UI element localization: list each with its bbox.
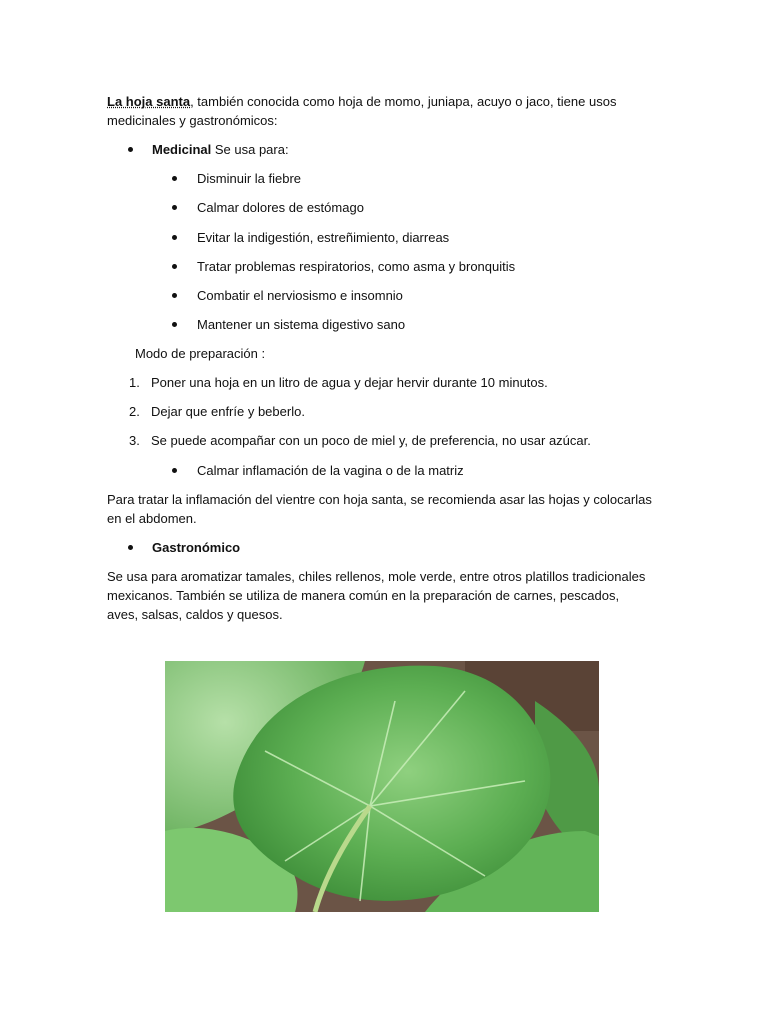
bullet-dot	[172, 205, 177, 210]
use-item-text: Tratar problemas respiratorios, como asma y bronquitis	[197, 259, 516, 274]
gastronomico-heading: Gastronómico	[152, 540, 241, 555]
bullet-dot	[128, 147, 133, 152]
step-number: 1.	[129, 375, 140, 390]
gastronomico-paragraph: Se usa para aromatizar tamales, chiles rellenos, mole verde, entre otros platillos tradicionales mexicanos. También se utiliza de manera común en la preparación de carnes, pescados, aves, salsas, caldos y quesos.	[107, 569, 646, 622]
step-number: 2.	[129, 404, 140, 419]
step-text: Poner una hoja en un litro de agua y dejar hervir durante 10 minutos.	[151, 375, 548, 390]
abdomen-note: Para tratar la inflamación del vientre con hoja santa, se recomienda asar las hojas y colocarlas en el abdomen.	[107, 492, 652, 526]
prep-heading: Modo de preparación :	[135, 346, 266, 361]
bullet-dot	[172, 322, 177, 327]
use-item-text: Calmar dolores de estómago	[197, 200, 364, 215]
bullet-dot	[172, 264, 177, 269]
bullet-dot	[172, 176, 177, 181]
bullet-dot	[172, 468, 177, 473]
medicinal-heading-rest: Se usa para:	[211, 142, 289, 157]
step-text: Dejar que enfríe y beberlo.	[151, 404, 305, 419]
leaf-image	[165, 661, 599, 912]
bullet-dot	[128, 545, 133, 550]
extra-use-text: Calmar inflamación de la vagina o de la matriz	[197, 463, 464, 478]
use-item-text: Mantener un sistema digestivo sano	[197, 317, 406, 332]
medicinal-heading-line	[152, 140, 289, 159]
hoja-santa-photo	[165, 661, 599, 912]
use-item-text: Evitar la indigestión, estreñimiento, diarreas	[197, 230, 450, 245]
medicinal-heading: Medicinal	[152, 142, 212, 157]
intro-paragraph	[107, 92, 667, 130]
intro-text: , también conocida como hoja de momo, juniapa, acuyo o jaco, tiene usos medicinales y gastronómicos:	[107, 94, 617, 128]
step-number: 3.	[129, 433, 140, 448]
bullet-dot	[172, 293, 177, 298]
bullet-dot	[172, 235, 177, 240]
use-item-text: Combatir el nerviosismo e insomnio	[197, 288, 403, 303]
use-item-text: Disminuir la fiebre	[197, 171, 302, 186]
step-text: Se puede acompañar con un poco de miel y, de preferencia, no usar azúcar.	[151, 433, 591, 448]
intro-title: La hoja santa	[107, 94, 191, 109]
